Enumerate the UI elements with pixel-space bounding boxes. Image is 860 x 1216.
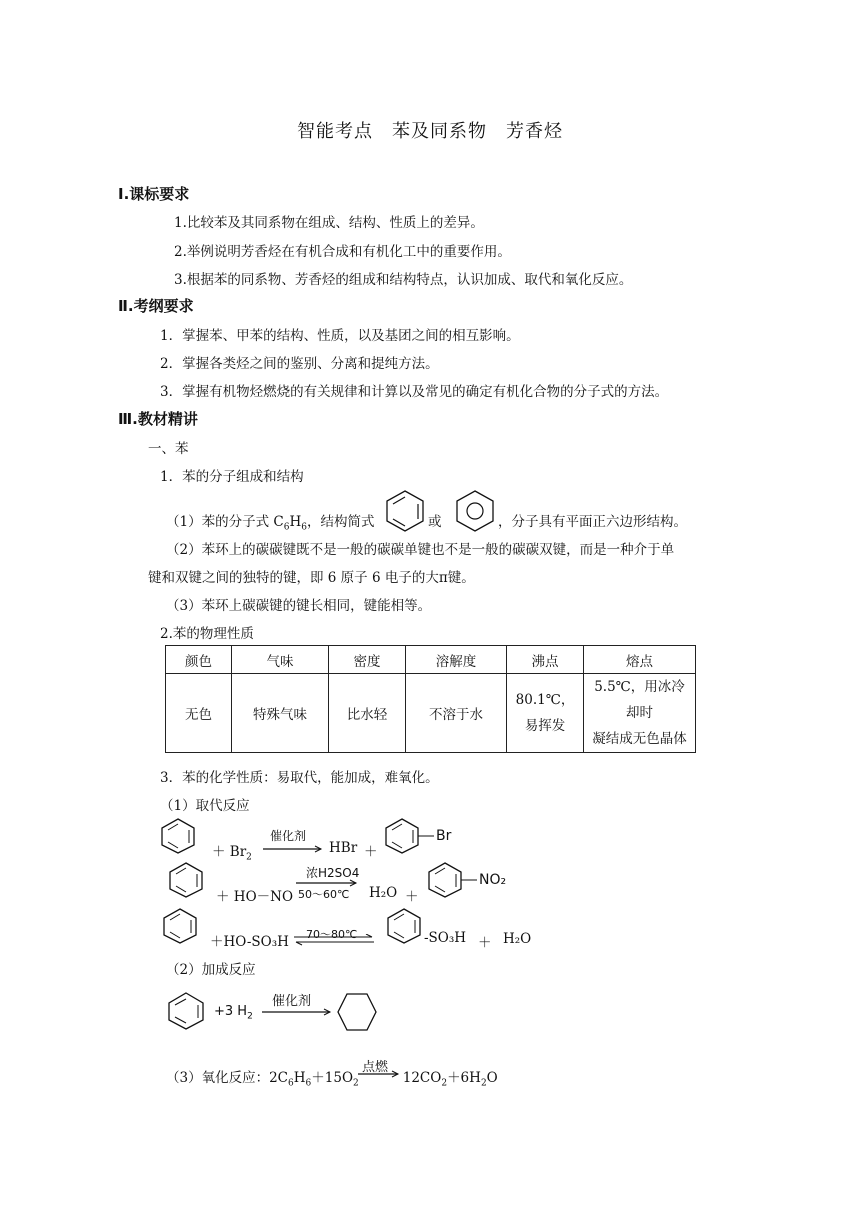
reaction4-condition: 催化剂 [272, 994, 312, 1009]
standards-item-1: 1.比较苯及其同系物在组成、结构、性质上的差异。 [174, 215, 484, 231]
benzenesulfonic-acid-structure [386, 908, 424, 944]
reaction3-condition: 70～80℃ [306, 928, 358, 941]
section-heading-syllabus: Ⅱ.考纲要求 [118, 297, 194, 315]
reaction2-plus: ＋ [405, 889, 419, 905]
table-header: 沸点 [507, 646, 584, 674]
page-title: 智能考点 苯及同系物 芳香烃 [297, 121, 563, 142]
reaction3-plus: ＋ [478, 935, 492, 951]
benzene-kekule-structure [384, 490, 426, 532]
section-heading-standards: Ⅰ.课标要求 [118, 185, 190, 203]
subsection-benzene: 一、苯 [148, 441, 189, 457]
reaction2-group: NO₂ [479, 872, 507, 888]
table-header: 溶解度 [406, 646, 507, 674]
syllabus-item-3: 3．掌握有机物烃燃烧的有关规律和计算以及常见的确定有机化合物的分子式的方法。 [160, 384, 669, 400]
cyclohexane-structure [336, 992, 378, 1032]
reaction1-group: Br [436, 828, 452, 844]
reversible-arrow-icon [294, 934, 376, 946]
benzene-ring-icon [162, 908, 198, 944]
nitrobenzene-structure [427, 862, 479, 898]
reaction-arrow-icon [263, 845, 325, 853]
table-header: 颜色 [166, 646, 232, 674]
table-cell: 特殊气味 [232, 674, 329, 753]
subsection-structure: 1．苯的分子组成和结构 [160, 469, 304, 485]
formula-line-end: ，分子具有平面正六边形结构。 [498, 514, 687, 530]
table-header-row [166, 646, 696, 674]
table-cell: 5.5℃，用冰冷却时 凝结成无色晶体 [584, 674, 696, 753]
reaction1-plus: ＋ [364, 844, 378, 860]
standards-item-2: 2.举例说明芳香烃在有机合成和有机化工中的重要作用。 [174, 244, 511, 260]
reaction1-reagent: ＋ $Br_2$ [212, 844, 252, 863]
bond-description-1: （2）苯环上的碳碳键既不是一般的碳碳单键也不是一般的碳碳双键，而是一种介于单 [166, 542, 675, 558]
reaction1-condition: 催化剂 [270, 829, 307, 843]
substitution-heading: （1）取代反应 [160, 798, 250, 814]
physical-properties-caption: 2.苯的物理性质 [160, 626, 254, 642]
physical-properties-table [165, 645, 696, 753]
table-row [166, 674, 696, 753]
reaction3-group: -SO₃H [424, 930, 467, 946]
bond-length-text: （3）苯环上碳碳键的键长相同，键能相等。 [166, 598, 432, 614]
addition-heading: （2）加成反应 [166, 962, 256, 978]
reaction-arrow-icon [262, 1008, 334, 1016]
syllabus-item-1: 1．掌握苯、甲苯的结构、性质，以及基团之间的相互影响。 [160, 328, 520, 344]
reaction4-reagent: +3 $H_2$ [214, 1004, 253, 1022]
table-header: 密度 [329, 646, 406, 674]
standards-item-3: 3.根据苯的同系物、芳香烃的组成和结构特点，认识加成、取代和氧化反应。 [174, 272, 633, 288]
benzene-ring-icon [167, 992, 205, 1030]
table-cell: 80.1℃， 易挥发 [507, 674, 584, 753]
reaction1-product1: HBr [329, 840, 358, 856]
bromobenzene-structure [384, 818, 436, 854]
formula-line: （1）苯的分子式 $C_6H_6$，结构简式 [166, 514, 375, 533]
reaction2-condition-bottom: 50～60℃ [298, 888, 350, 901]
or-text: 或 [428, 514, 442, 530]
reaction3-product2: H₂O [503, 931, 532, 947]
bond-description-2: 键和双键之间的独特的键，即 6 原子 6 电子的大π键。 [148, 570, 475, 586]
reaction2-product1: H₂O [369, 885, 398, 901]
benzene-circle-structure [454, 490, 496, 532]
oxidation-condition: 点燃 [362, 1060, 389, 1075]
reaction2-reagent: ＋ HO－NO [216, 889, 294, 905]
reaction2-condition-top: 浓H2SO4 [306, 866, 360, 880]
table-cell: 不溶于水 [406, 674, 507, 753]
syllabus-item-2: 2．掌握各类烃之间的鉴别、分离和提纯方法。 [160, 356, 439, 372]
table-cell: 无色 [166, 674, 232, 753]
benzene-ring-icon [160, 818, 196, 854]
table-cell: 比水轻 [329, 674, 406, 753]
reaction3-reagent: ＋HO-SO₃H [210, 934, 289, 950]
benzene-ring-icon [168, 862, 204, 898]
chemical-properties-heading: 3．苯的化学性质：易取代，能加成，难氧化。 [160, 770, 439, 786]
reaction-arrow-icon [358, 1070, 402, 1078]
table-header: 熔点 [584, 646, 696, 674]
section-heading-textbook: Ⅲ.教材精讲 [118, 410, 198, 428]
oxidation-equation: （3）氧化反应：$2C_6H_6+15O_2$ $12CO_2+6H_2O$ [166, 1070, 498, 1089]
table-header: 气味 [232, 646, 329, 674]
